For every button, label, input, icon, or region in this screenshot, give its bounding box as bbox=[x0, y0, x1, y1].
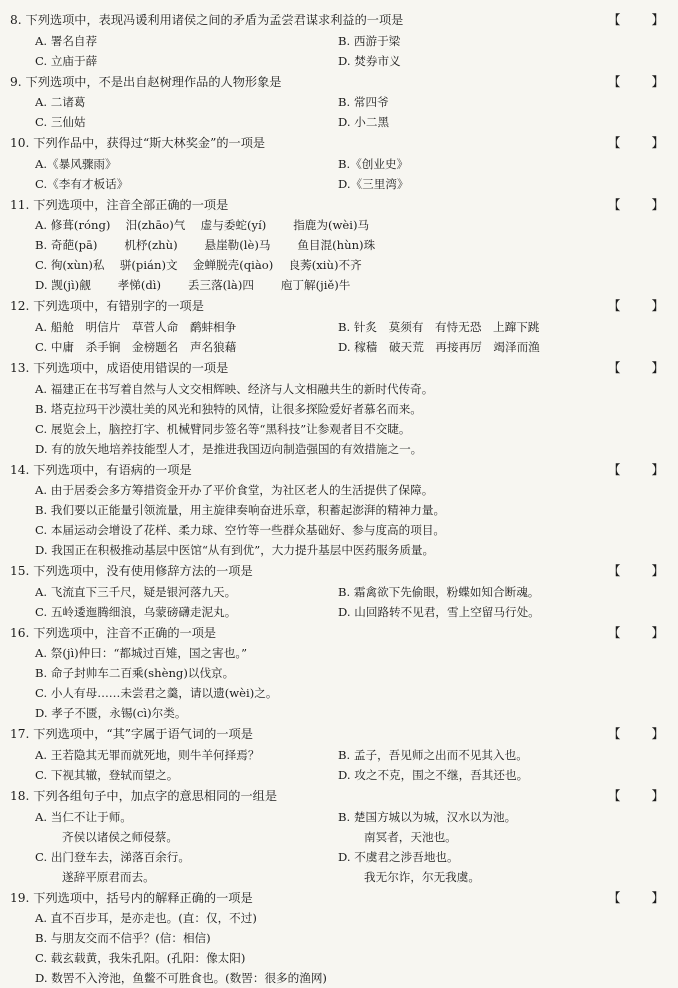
question-block bbox=[10, 888, 678, 988]
option-item: A. 署名自荐 bbox=[35, 33, 98, 48]
question-stem: 19. 下列选项中，括号内的解释正确的一项是 bbox=[10, 890, 253, 905]
answer-bracket[interactable] bbox=[608, 561, 664, 582]
option-row bbox=[10, 112, 678, 132]
answer-bracket[interactable] bbox=[608, 724, 664, 745]
option-item: D. 焚券市义 bbox=[338, 53, 401, 68]
question-block bbox=[10, 358, 678, 459]
answer-bracket[interactable] bbox=[608, 786, 664, 807]
question-stem: 17. 下列选项中，“其”字属于语气词的一项是 bbox=[10, 727, 253, 742]
question-stem: 16. 下列选项中，注音不正确的一项是 bbox=[10, 625, 217, 640]
answer-bracket-left: 【 bbox=[608, 563, 621, 579]
option-item: D. 攻之不克，围之不继，吾其还也。 bbox=[338, 767, 529, 782]
option-item: A. 飞流直下三千尺，疑是银河落九天。 bbox=[35, 584, 237, 599]
answer-bracket-right: 】 bbox=[651, 787, 664, 803]
question-stem: 15. 下列选项中，没有使用修辞方法的一项是 bbox=[10, 564, 253, 579]
option-item: D. 稼穑 破天荒 再接再厉 竭泽而渔 bbox=[338, 339, 540, 354]
option-item: 南冥者，天池也。 bbox=[364, 829, 457, 844]
question-block bbox=[10, 724, 678, 785]
option-item: C. 出门登车去，涕落百余行。 bbox=[35, 849, 190, 864]
answer-bracket[interactable] bbox=[608, 358, 664, 379]
option-item: 我无尔诈，尔无我虞。 bbox=[364, 869, 480, 884]
answer-bracket-right: 】 bbox=[651, 461, 664, 477]
answer-bracket-left: 【 bbox=[608, 73, 621, 89]
answer-bracket-right: 】 bbox=[651, 298, 664, 314]
option-row bbox=[10, 582, 678, 602]
option-row bbox=[10, 154, 678, 174]
option-row bbox=[10, 317, 678, 337]
option-item: B. 针炙 莫须有 有恃无恐 上蹿下跳 bbox=[338, 319, 540, 334]
answer-bracket-left: 【 bbox=[608, 359, 621, 375]
option-item: D.《三里湾》 bbox=[338, 176, 409, 191]
option-item: C. 载玄载黄，我朱孔阳。(孔阳：像太阳) bbox=[35, 951, 246, 966]
option-row bbox=[10, 174, 678, 194]
option-item: B. 命子封帅车二百乘(shèng)以伐京。 bbox=[35, 666, 235, 681]
option-item: B. 我们要以正能量引领流量，用主旋律奏响奋进乐章，积蓄起澎湃的精神力量。 bbox=[35, 503, 446, 518]
option-item: C. 下视其辙，登轼而望之。 bbox=[35, 767, 179, 782]
answer-bracket-left: 【 bbox=[608, 726, 621, 742]
option-item: C. 三仙姑 bbox=[35, 115, 86, 130]
answer-bracket-right: 】 bbox=[651, 135, 664, 151]
option-row bbox=[10, 31, 678, 51]
option-item: B. 常四爷 bbox=[338, 95, 389, 110]
answer-bracket[interactable] bbox=[608, 72, 664, 93]
option-item: C. 立庙于薛 bbox=[35, 53, 98, 68]
option-item: D. 山回路转不见君，雪上空留马行处。 bbox=[338, 604, 540, 619]
option-row bbox=[10, 847, 678, 867]
answer-bracket-right: 】 bbox=[651, 563, 664, 579]
option-item: A. 福建正在书写着自然与人文交相辉映、经济与人文相融共生的新时代传奇。 bbox=[35, 381, 434, 396]
option-item: A. 直不百步耳，是亦走也。(直：仅，不过) bbox=[35, 911, 257, 926]
option-item: B. 楚国方城以为城，汉水以为池。 bbox=[338, 809, 517, 824]
question-block bbox=[10, 133, 678, 194]
option-item: C.《李有才板话》 bbox=[35, 176, 129, 191]
option-row bbox=[10, 92, 678, 112]
option-item: D. 有的放矢地培养技能型人才，是推进我国迈向制造强国的有效措施之一。 bbox=[35, 441, 423, 456]
option-item: B. 与朋友交而不信乎？(信：相信) bbox=[35, 931, 211, 946]
option-row bbox=[10, 765, 678, 785]
option-item: D. 数罟不入洿池，鱼鳖不可胜食也。(数罟：很多的渔网) bbox=[35, 971, 327, 986]
option-row bbox=[10, 807, 678, 827]
question-block bbox=[10, 561, 678, 622]
option-item: B. 孟子，吾见师之出而不见其入也。 bbox=[338, 747, 528, 762]
option-row bbox=[10, 51, 678, 71]
option-item: B. 霜禽欲下先偷眼，粉蝶如知合断魂。 bbox=[338, 584, 540, 599]
option-item: A. 由于居委会多方筹措资金开办了平价食堂，为社区老人的生活提供了保障。 bbox=[35, 483, 434, 498]
answer-bracket-right: 】 bbox=[651, 12, 664, 27]
option-item: A.《暴风骤雨》 bbox=[35, 156, 117, 171]
option-row bbox=[10, 827, 678, 847]
answer-bracket[interactable] bbox=[608, 623, 664, 644]
answer-bracket-left: 【 bbox=[608, 298, 621, 314]
question-block bbox=[10, 460, 678, 561]
answer-bracket-left: 【 bbox=[608, 135, 621, 151]
option-row bbox=[10, 867, 678, 887]
option-item: B.《创业史》 bbox=[338, 156, 409, 171]
question-stem: 11. 下列选项中，注音全部正确的一项是 bbox=[10, 197, 229, 212]
question-block bbox=[10, 623, 678, 724]
option-item: A. 祭(jì)仲曰：“都城过百雉，国之害也。” bbox=[35, 646, 248, 661]
question-stem: 8. 下列选项中，表现冯谖利用诸侯之间的矛盾为孟尝君谋求利益的一项是 bbox=[10, 13, 404, 27]
option-row bbox=[10, 745, 678, 765]
option-item: C. 徇(xùn)私 骈(pián)文 金蝉脱壳(qiào) 良莠(xiù)不齐 bbox=[35, 258, 362, 273]
option-item: D. 我国正在积极推动基层中医馆“从有到优”，大力提升基层中医药服务质量。 bbox=[35, 543, 435, 558]
question-block bbox=[10, 72, 678, 133]
answer-bracket[interactable] bbox=[608, 296, 664, 317]
question-block bbox=[10, 195, 678, 296]
option-item: A. 王若隐其无罪而就死地，则牛羊何择焉？ bbox=[35, 747, 260, 762]
option-item: A. 船舱 明信片 草菅人命 鹬蚌相争 bbox=[35, 319, 237, 334]
answer-bracket-left: 【 bbox=[608, 889, 621, 905]
question-block bbox=[10, 786, 678, 887]
option-item: D. 小二黑 bbox=[338, 115, 390, 130]
option-item: 遂辞平原君而去。 bbox=[62, 869, 155, 884]
question-stem: 14. 下列选项中，有语病的一项是 bbox=[10, 462, 192, 477]
option-row bbox=[10, 602, 678, 622]
answer-bracket-right: 】 bbox=[651, 73, 664, 89]
answer-bracket[interactable] bbox=[608, 888, 664, 909]
answer-bracket[interactable] bbox=[608, 133, 664, 154]
option-item: D. 觊(jì)觎 孝悌(dì) 丢三落(là)四 庖丁解(jiě)牛 bbox=[35, 278, 351, 293]
answer-bracket-right: 】 bbox=[651, 196, 664, 212]
question-stem: 13. 下列选项中，成语使用错误的一项是 bbox=[10, 360, 229, 375]
option-item: B. 奇葩(pā) 机杼(zhù) 悬崖勒(lè)马 鱼目混(hùn)珠 bbox=[35, 238, 376, 253]
question-stem: 12. 下列选项中，有错别字的一项是 bbox=[10, 299, 204, 314]
option-item: C. 五岭逶迤腾细浪，乌蒙磅礴走泥丸。 bbox=[35, 604, 237, 619]
option-item: D. 孝子不匮，永锡(cì)尔类。 bbox=[35, 706, 187, 721]
question-block bbox=[10, 296, 678, 357]
option-item: C. 小人有母……未尝君之羹，请以遗(wèi)之。 bbox=[35, 686, 278, 701]
option-item: B. 西游于梁 bbox=[338, 33, 401, 48]
answer-bracket[interactable] bbox=[608, 195, 664, 216]
answer-bracket-left: 【 bbox=[608, 461, 621, 477]
question-stem: 10. 下列作品中，获得过“斯大林奖金”的一项是 bbox=[10, 136, 266, 151]
option-item: C. 本届运动会增设了花样、柔力球、空竹等一些群众基础好、参与度高的项目。 bbox=[35, 523, 446, 538]
question-stem: 18. 下列各组句子中，加点字的意思相同的一组是 bbox=[10, 788, 278, 803]
option-item: A. 当仁不让于师。 bbox=[35, 809, 132, 824]
option-item: A. 修葺(róng) 汨(zhāo)气 虚与委蛇(yí) 指鹿为(wèi)马 bbox=[35, 218, 370, 233]
question-block bbox=[10, 10, 678, 71]
option-item: B. 塔克拉玛干沙漠壮美的风光和独特的风情，让很多探险爱好者慕名而来。 bbox=[35, 401, 422, 416]
option-item: D. 不虞君之涉吾地也。 bbox=[338, 849, 459, 864]
answer-bracket-left: 【 bbox=[608, 624, 621, 640]
answer-bracket-right: 】 bbox=[651, 889, 664, 905]
option-item: C. 展览会上，脑控打字、机械臂同步签名等“黑科技”让参观者目不交睫。 bbox=[35, 421, 411, 436]
question-stem: 9. 下列选项中，不是出自赵树理作品的人物形象是 bbox=[10, 74, 282, 89]
answer-bracket[interactable] bbox=[608, 10, 664, 31]
answer-bracket-right: 】 bbox=[651, 359, 664, 375]
answer-bracket-left: 【 bbox=[608, 12, 621, 27]
answer-bracket[interactable] bbox=[608, 460, 664, 481]
option-row bbox=[10, 337, 678, 357]
option-item: C. 中庸 杀手锏 金榜题名 声名狼藉 bbox=[35, 339, 237, 354]
option-item: 齐侯以诸侯之师侵蔡。 bbox=[62, 829, 178, 844]
answer-bracket-right: 】 bbox=[651, 624, 664, 640]
answer-bracket-left: 【 bbox=[608, 196, 621, 212]
answer-bracket-left: 【 bbox=[608, 787, 621, 803]
answer-bracket-right: 】 bbox=[651, 726, 664, 742]
option-item: A. 二诸葛 bbox=[35, 95, 86, 110]
